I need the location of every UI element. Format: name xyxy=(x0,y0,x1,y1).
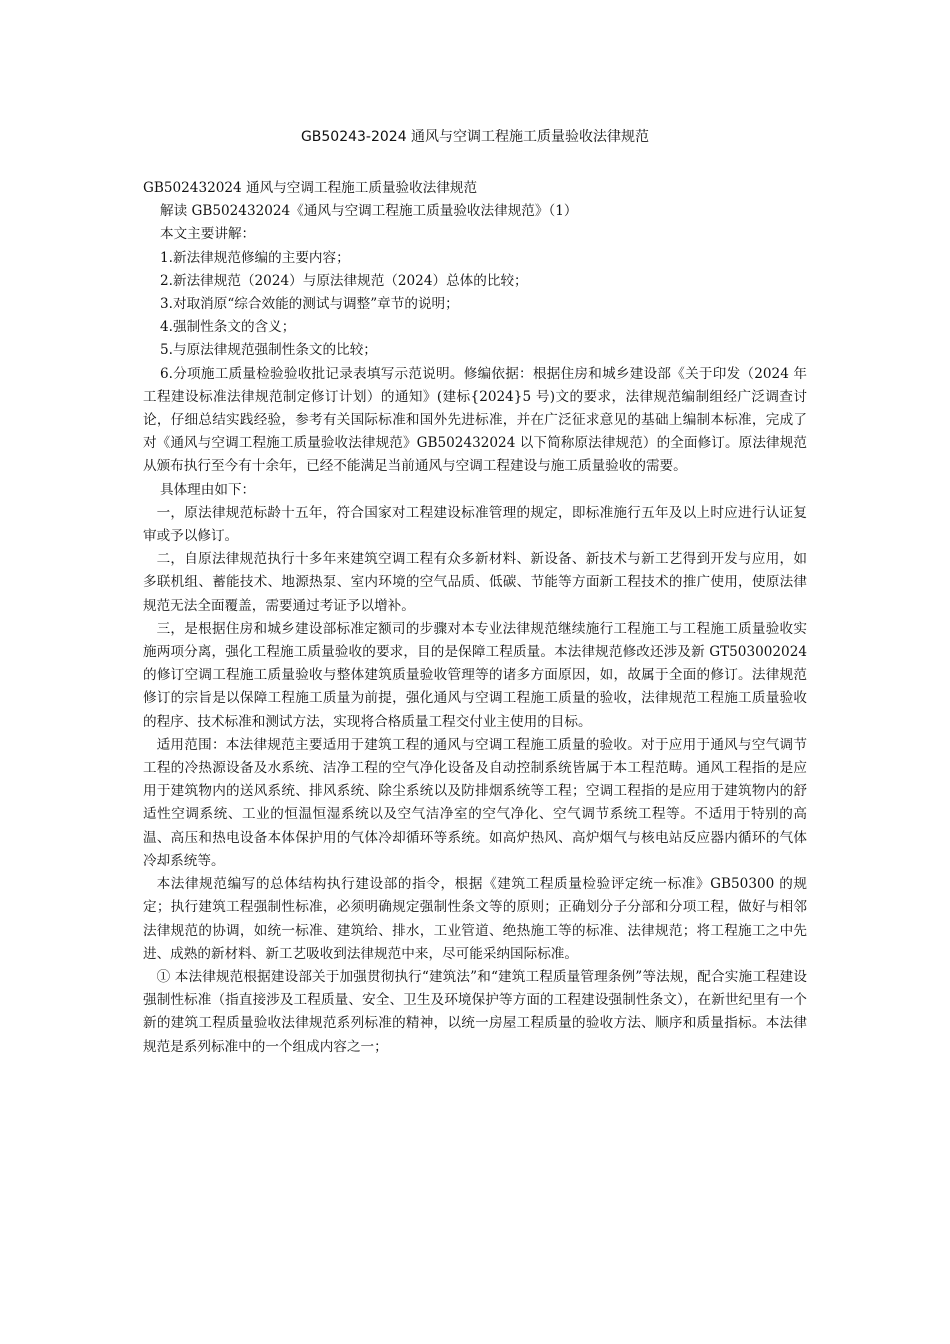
paragraph: 本文主要讲解： xyxy=(160,226,256,243)
paragraph: 6.分项施工质量检验验收批记录表填写示范说明。修编依据：根据住房和城乡建设部《关于印发（2024 年工程建设标准法律规范制定修订计划）的通知》(建标{2024}5 号)文的要求，法律规范编制组经广泛调查讨论，仔细总结实践经验，参考有关国际标准和国外先进标准，并在广泛征求意见的基础上编制本标准，完成了对《通风与空调工程施工质量验收法律规范》GB502432024 以下简称原法律规范）的全面修订。原法律规范从颁布执行至今有十余年，已经不能满足当前通风与空调工程建设与施工质量验收的需要。 xyxy=(143,365,807,475)
document-title: GB50243-2024 通风与空调工程施工质量验收法律规范 xyxy=(300,129,650,145)
paragraph: 二，自原法律规范执行十多年来建筑空调工程有众多新材料、新设备、新技术与新工艺得到开发与应用，如多联机组、蓄能技术、地源热泵、室内环境的空气品质、低碳、节能等方面新工程技术的推广使用，使原法律规范无法全面覆盖，需要通过考证予以增补。 xyxy=(143,551,807,614)
paragraph: 解读 GB502432024《通风与空调工程施工质量验收法律规范》（1） xyxy=(160,203,578,220)
paragraph: 三，是根据住房和城乡建设部标准定额司的步骤对本专业法律规范继续施行工程施工与工程施工质量验收实施两项分离，强化工程施工质量验收的要求，目的是保障工程质量。本法律规范修改还涉及新 GT503002024 的修订空调工程施工质量验收与整体建筑质量验收管理等的诸多方面原因，如，故属于全面的修订。法律规范修订的宗旨是以保障工程施工质量为前提，强化通风与空调工程施工质量的验收，法律规范工程施工质量验收的程序、技术标准和测试方法，实现将合格质量工程交付业主使用的目标。 xyxy=(143,620,807,730)
paragraph: 3.对取消原“综合效能的测试与调整”章节的说明； xyxy=(160,296,459,313)
paragraph: 具体理由如下： xyxy=(160,481,256,498)
paragraph: 适用范围：本法律规范主要适用于建筑工程的通风与空调工程施工质量的验收。对于应用于通风与空气调节工程的冷热源设备及水系统、洁净工程的空气净化设备及自动控制系统皆属于本工程范畴。通风工程指的是应用于建筑物内的送风系统、排风系统、除尘系统以及防排烟系统等工程；空调工程指的是应用于建筑物内的舒适性空调系统、工业的恒温恒湿系统以及空气洁净室的空气净化、空气调节系统工程等。不适用于特别的高温、高压和热电设备本体保护用的气体冷却循环等系统。如高炉热风、高炉烟气与核电站反应器内循环的气体冷却系统等。 xyxy=(143,736,807,869)
paragraph: ① 本法律规范根据建设部关于加强贯彻执行“建筑法”和“建筑工程质量管理条例”等法规，配合实施工程建设强制性标准（指直接涉及工程质量、安全、卫生及环境保护等方面的工程建设强制性条文），在新世纪里有一个新的建筑工程质量验收法律规范系列标准的精神，以统一房屋工程质量的验收方法、顺序和质量指标。本法律规范是系列标准中的一个组成内容之一； xyxy=(143,968,807,1055)
paragraph: 2.新法律规范（2024）与原法律规范（2024）总体的比较； xyxy=(160,272,528,289)
paragraph: 本法律规范编写的总体结构执行建设部的指令，根据《建筑工程质量检验评定统一标准》GB50300 的规定；执行建筑工程强制性标准，必须明确规定强制性条文等的原则；正确划分子分部和分项工程，做好与相邻法律规范的协调，如统一标准、建筑给、排水，工业管道、绝热施工等的标准、法律规范；将工程施工之中先进、成熟的新材料、新工艺吸收到法律规范中来，尽可能采纳国际标准。 xyxy=(143,876,807,962)
paragraph: 4.强制性条文的含义； xyxy=(160,319,296,336)
paragraph: 一，原法律规范标龄十五年，符合国家对工程建设标准管理的规定，即标准施行五年及以上时应进行认证复审或予以修订。 xyxy=(143,504,807,545)
paragraph: GB502432024 通风与空调工程施工质量验收法律规范 xyxy=(143,180,478,196)
document-body xyxy=(143,177,807,1059)
paragraph: 1.新法律规范修编的主要内容； xyxy=(160,249,350,266)
paragraph: 5.与原法律规范强制性条文的比较； xyxy=(160,342,377,359)
